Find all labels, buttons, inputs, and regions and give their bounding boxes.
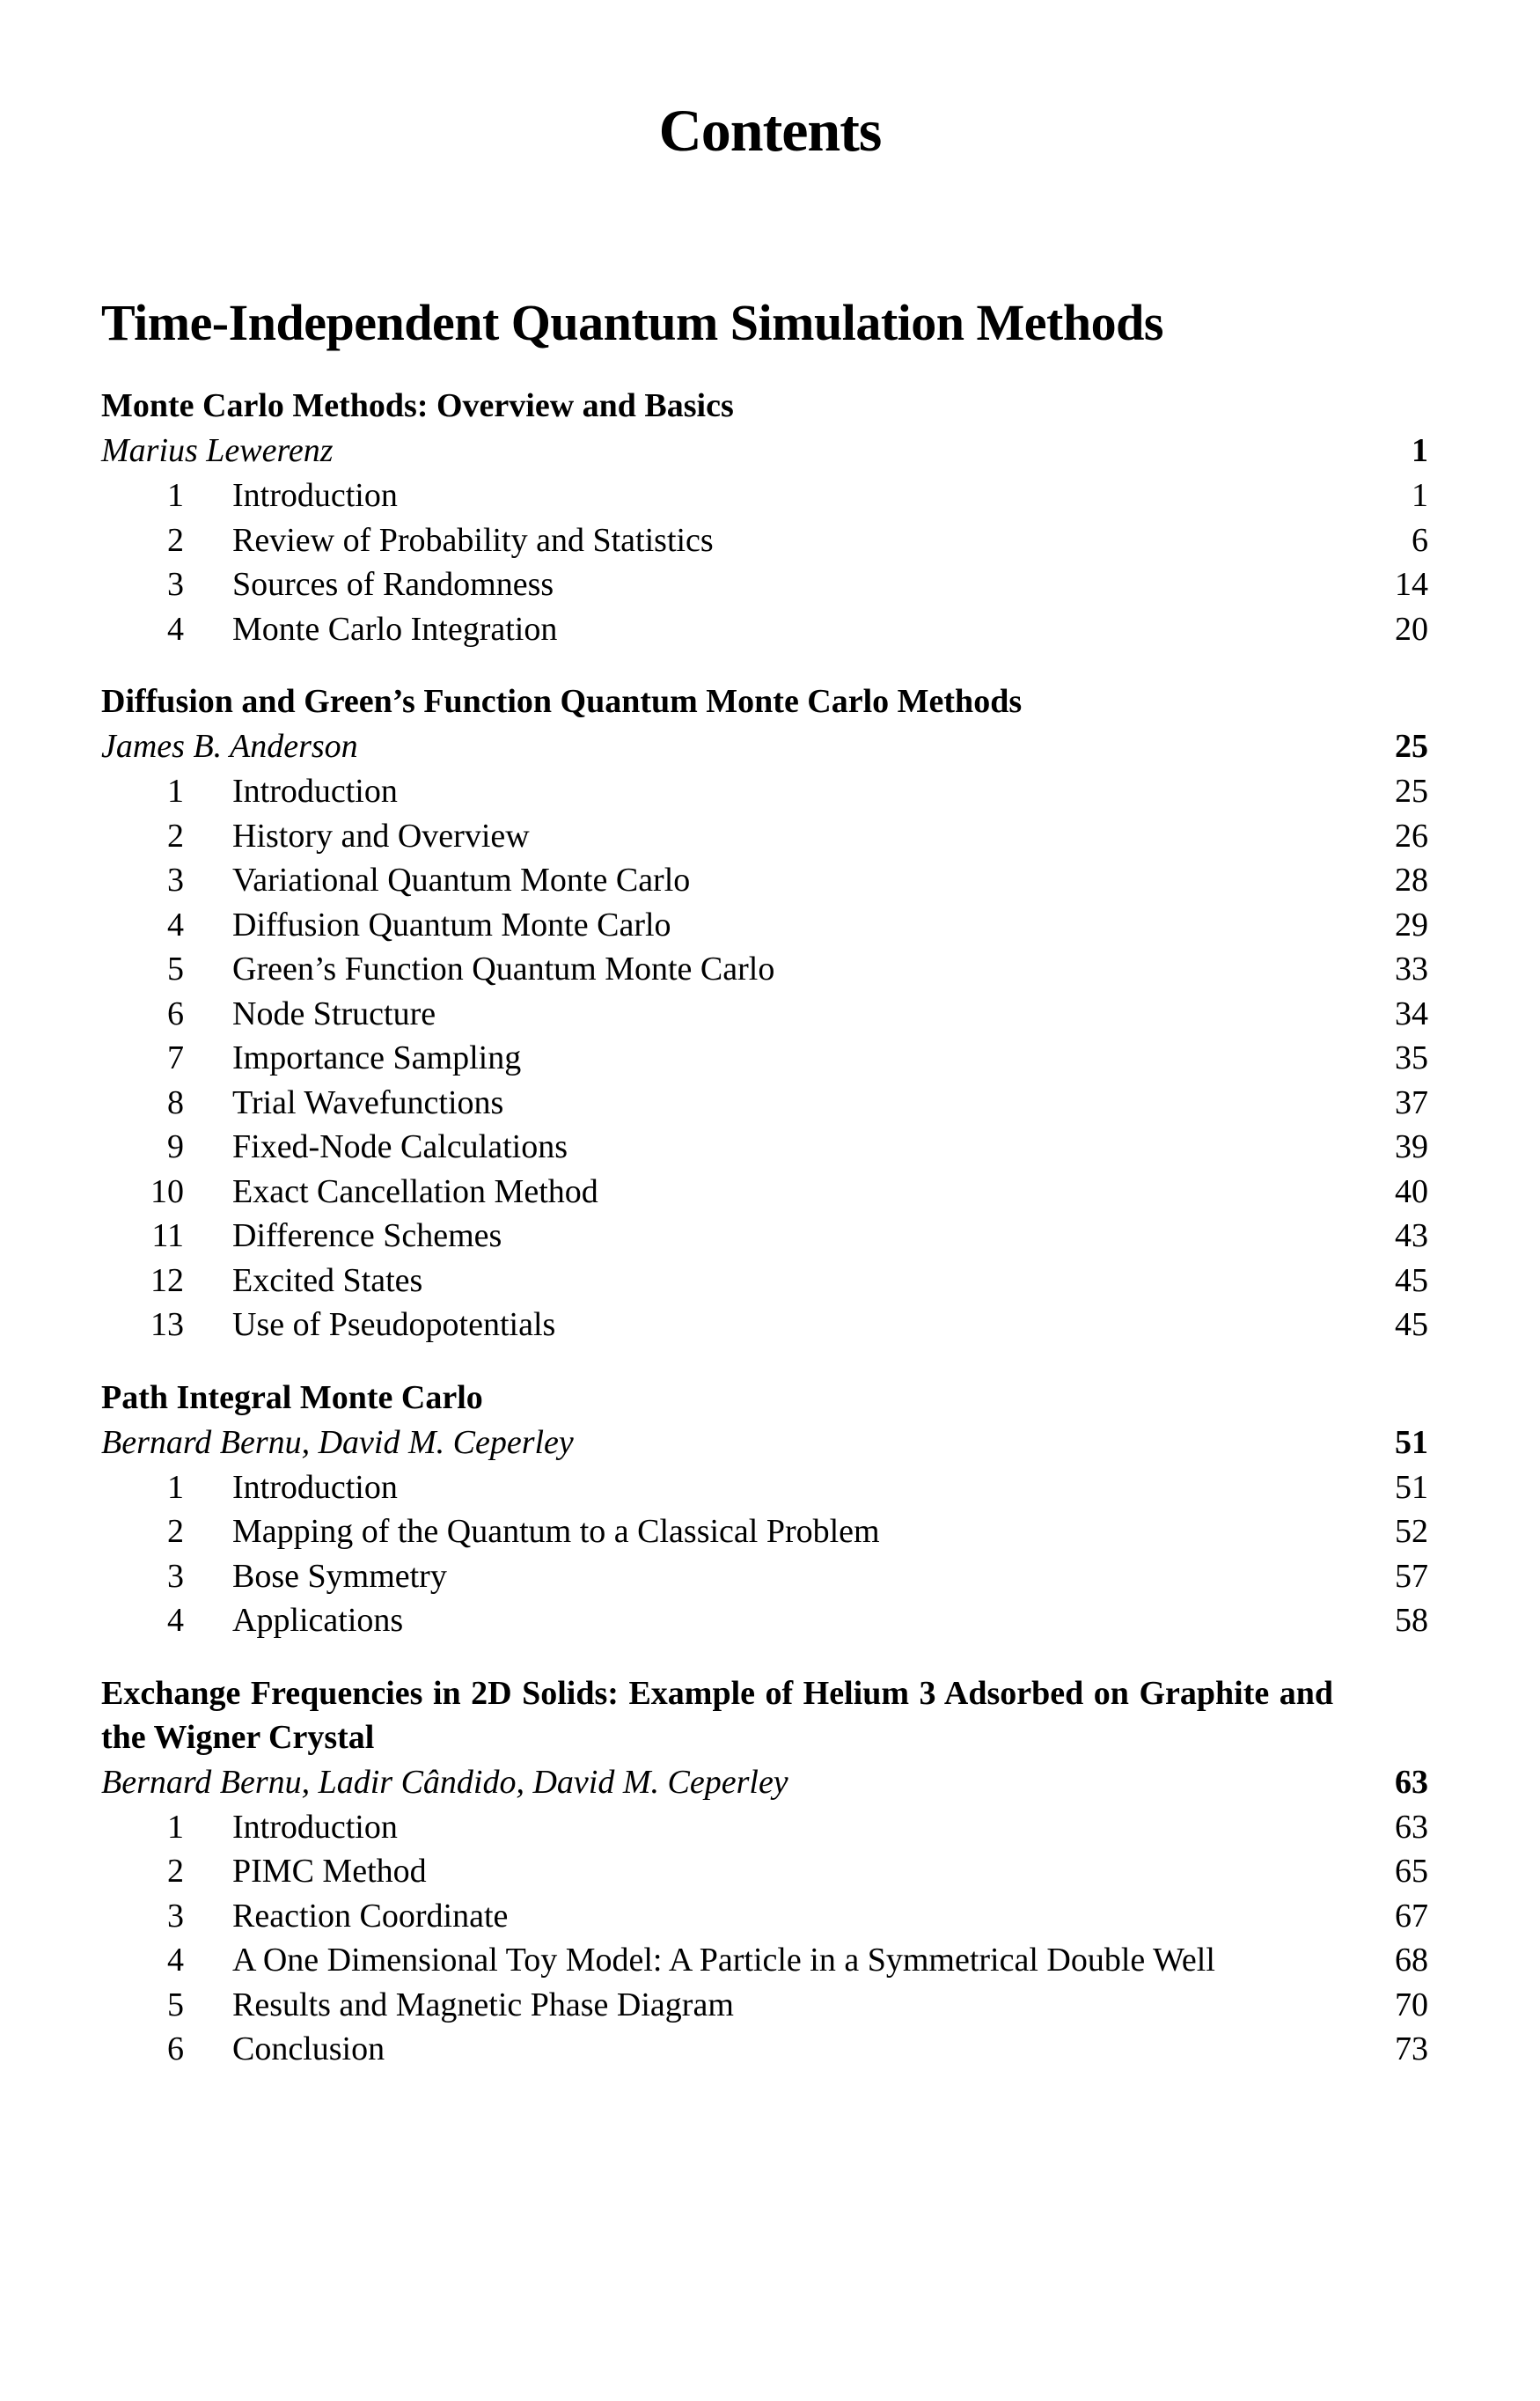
section-number: 1	[167, 1468, 184, 1506]
section-row[interactable]	[101, 474, 1428, 518]
section-page-number: 37	[1395, 1083, 1428, 1121]
chapter-page-number: 1	[1412, 432, 1428, 469]
chapter-title[interactable]: Exchange Frequencies in 2D Solids: Example of Helium 3 Adsorbed on Graphite and the Wigner Crystal	[101, 1674, 1333, 1756]
section-page-number: 45	[1395, 1306, 1428, 1343]
section-row[interactable]	[101, 562, 1428, 607]
section-page-number: 6	[1412, 521, 1428, 559]
chapter-author-row	[101, 428, 1428, 474]
section-page-number: 40	[1395, 1172, 1428, 1210]
section-page-number: 63	[1395, 1808, 1428, 1846]
section-row[interactable]	[101, 1554, 1428, 1599]
section-page-number: 39	[1395, 1128, 1428, 1165]
section-number: 1	[167, 1808, 184, 1846]
section-row[interactable]	[101, 1938, 1428, 1983]
part-title: Time-Independent Quantum Simulation Methods	[101, 294, 1163, 351]
section-number: 11	[151, 1217, 184, 1254]
chapter-authors: Bernard Bernu, Ladir Cândido, David M. Ceperley	[101, 1763, 788, 1801]
chapter-entry	[101, 384, 1428, 651]
section-page-number: 65	[1395, 1853, 1428, 1890]
section-number: 2	[167, 817, 184, 855]
chapter-author-row	[101, 723, 1428, 769]
section-row[interactable]	[101, 2027, 1428, 2072]
section-row[interactable]	[101, 1849, 1428, 1894]
chapter-authors: Marius Lewerenz	[101, 432, 334, 469]
section-number: 6	[167, 2030, 184, 2067]
section-row[interactable]	[101, 1598, 1428, 1643]
chapter-authors: James B. Anderson	[101, 728, 358, 765]
section-row[interactable]	[101, 1303, 1428, 1347]
section-row[interactable]	[101, 1465, 1428, 1510]
section-page-number: 51	[1395, 1468, 1428, 1506]
section-number: 3	[167, 1557, 184, 1595]
section-number: 2	[167, 521, 184, 559]
section-title: Results and Magnetic Phase Diagram	[232, 1986, 734, 2023]
section-title: Bose Symmetry	[232, 1557, 447, 1595]
section-title: Introduction	[232, 1808, 398, 1846]
section-title: Introduction	[232, 1468, 398, 1506]
section-row[interactable]	[101, 769, 1428, 814]
section-title: Exact Cancellation Method	[232, 1172, 598, 1210]
section-number: 4	[167, 1602, 184, 1639]
section-page-number: 28	[1395, 862, 1428, 899]
section-title: Introduction	[232, 773, 398, 810]
chapter-title[interactable]: Diffusion and Green’s Function Quantum Monte Carlo Methods	[101, 683, 1023, 720]
section-row[interactable]	[101, 1983, 1428, 2028]
section-number: 7	[167, 1039, 184, 1076]
section-title: A One Dimensional Toy Model: A Particle in a Symmetrical Double Well	[232, 1942, 1215, 1979]
section-number: 2	[167, 1513, 184, 1550]
section-page-number: 58	[1395, 1602, 1428, 1639]
section-row[interactable]	[101, 992, 1428, 1037]
section-row[interactable]	[101, 1259, 1428, 1303]
section-row[interactable]	[101, 1509, 1428, 1554]
section-title: Use of Pseudopotentials	[232, 1306, 556, 1343]
chapter-authors: Bernard Bernu, David M. Ceperley	[101, 1423, 574, 1461]
chapter-title[interactable]: Path Integral Monte Carlo	[101, 1378, 483, 1416]
chapter-page-number: 25	[1395, 728, 1428, 765]
section-number: 3	[167, 862, 184, 899]
section-title: Importance Sampling	[232, 1039, 522, 1076]
section-title: Mapping of the Quantum to a Classical Problem	[232, 1513, 880, 1550]
section-title: Applications	[232, 1602, 404, 1639]
section-row[interactable]	[101, 903, 1428, 948]
section-row[interactable]	[101, 814, 1428, 859]
section-row[interactable]	[101, 1036, 1428, 1081]
section-title: Sources of Randomness	[232, 566, 554, 603]
section-number: 4	[167, 906, 184, 944]
section-page-number: 26	[1395, 817, 1428, 855]
section-title: Conclusion	[232, 2030, 385, 2067]
table-of-contents	[101, 384, 1428, 2100]
section-page-number: 1	[1412, 477, 1428, 514]
section-title: Introduction	[232, 477, 398, 514]
section-number: 1	[167, 477, 184, 514]
section-page-number: 34	[1395, 995, 1428, 1032]
section-page-number: 70	[1395, 1986, 1428, 2023]
section-row[interactable]	[101, 518, 1428, 563]
chapter-entry	[101, 1376, 1428, 1643]
section-row[interactable]	[101, 607, 1428, 652]
section-title: Green’s Function Quantum Monte Carlo	[232, 951, 775, 988]
chapter-entry	[101, 1671, 1428, 2072]
section-page-number: 67	[1395, 1897, 1428, 1935]
section-title: Difference Schemes	[232, 1217, 502, 1254]
section-row[interactable]	[101, 947, 1428, 992]
chapter-author-row	[101, 1420, 1428, 1465]
section-page-number: 33	[1395, 951, 1428, 988]
section-page-number: 35	[1395, 1039, 1428, 1076]
section-row[interactable]	[101, 1214, 1428, 1259]
section-row[interactable]	[101, 1805, 1428, 1850]
section-page-number: 52	[1395, 1513, 1428, 1550]
section-page-number: 68	[1395, 1942, 1428, 1979]
section-number: 12	[150, 1261, 184, 1299]
section-number: 2	[167, 1853, 184, 1890]
section-number: 6	[167, 995, 184, 1032]
section-row[interactable]	[101, 858, 1428, 903]
section-title: Monte Carlo Integration	[232, 610, 558, 648]
section-title: Trial Wavefunctions	[232, 1083, 504, 1121]
section-row[interactable]	[101, 1894, 1428, 1939]
section-title: Variational Quantum Monte Carlo	[232, 862, 691, 899]
section-number: 4	[167, 610, 184, 648]
section-title: Review of Probability and Statistics	[232, 521, 714, 559]
chapter-title[interactable]: Monte Carlo Methods: Overview and Basics	[101, 387, 734, 424]
section-title: Node Structure	[232, 995, 436, 1032]
section-title: Excited States	[232, 1261, 423, 1299]
chapter-entry	[101, 679, 1428, 1347]
section-page-number: 20	[1395, 610, 1428, 648]
section-page-number: 45	[1395, 1261, 1428, 1299]
section-page-number: 73	[1395, 2030, 1428, 2067]
section-title: Diffusion Quantum Monte Carlo	[232, 906, 671, 944]
section-number: 5	[167, 951, 184, 988]
chapter-page-number: 51	[1395, 1423, 1428, 1461]
section-number: 9	[167, 1128, 184, 1165]
section-number: 8	[167, 1083, 184, 1121]
section-title: PIMC Method	[232, 1853, 427, 1890]
section-number: 10	[150, 1172, 184, 1210]
section-number: 5	[167, 1986, 184, 2023]
section-row[interactable]	[101, 1170, 1428, 1215]
chapter-page-number: 63	[1395, 1763, 1428, 1801]
section-page-number: 25	[1395, 773, 1428, 810]
section-page-number: 14	[1395, 566, 1428, 603]
section-number: 3	[167, 1897, 184, 1935]
section-page-number: 29	[1395, 906, 1428, 944]
section-title: Reaction Coordinate	[232, 1897, 509, 1935]
section-number: 13	[150, 1306, 184, 1343]
section-title: History and Overview	[232, 817, 530, 855]
chapter-author-row	[101, 1759, 1428, 1805]
section-number: 4	[167, 1942, 184, 1979]
section-number: 1	[167, 773, 184, 810]
page-title: Contents	[658, 97, 882, 164]
section-title: Fixed-Node Calculations	[232, 1128, 568, 1165]
section-page-number: 57	[1395, 1557, 1428, 1595]
section-row[interactable]	[101, 1125, 1428, 1170]
section-number: 3	[167, 566, 184, 603]
section-row[interactable]	[101, 1081, 1428, 1126]
section-page-number: 43	[1395, 1217, 1428, 1254]
